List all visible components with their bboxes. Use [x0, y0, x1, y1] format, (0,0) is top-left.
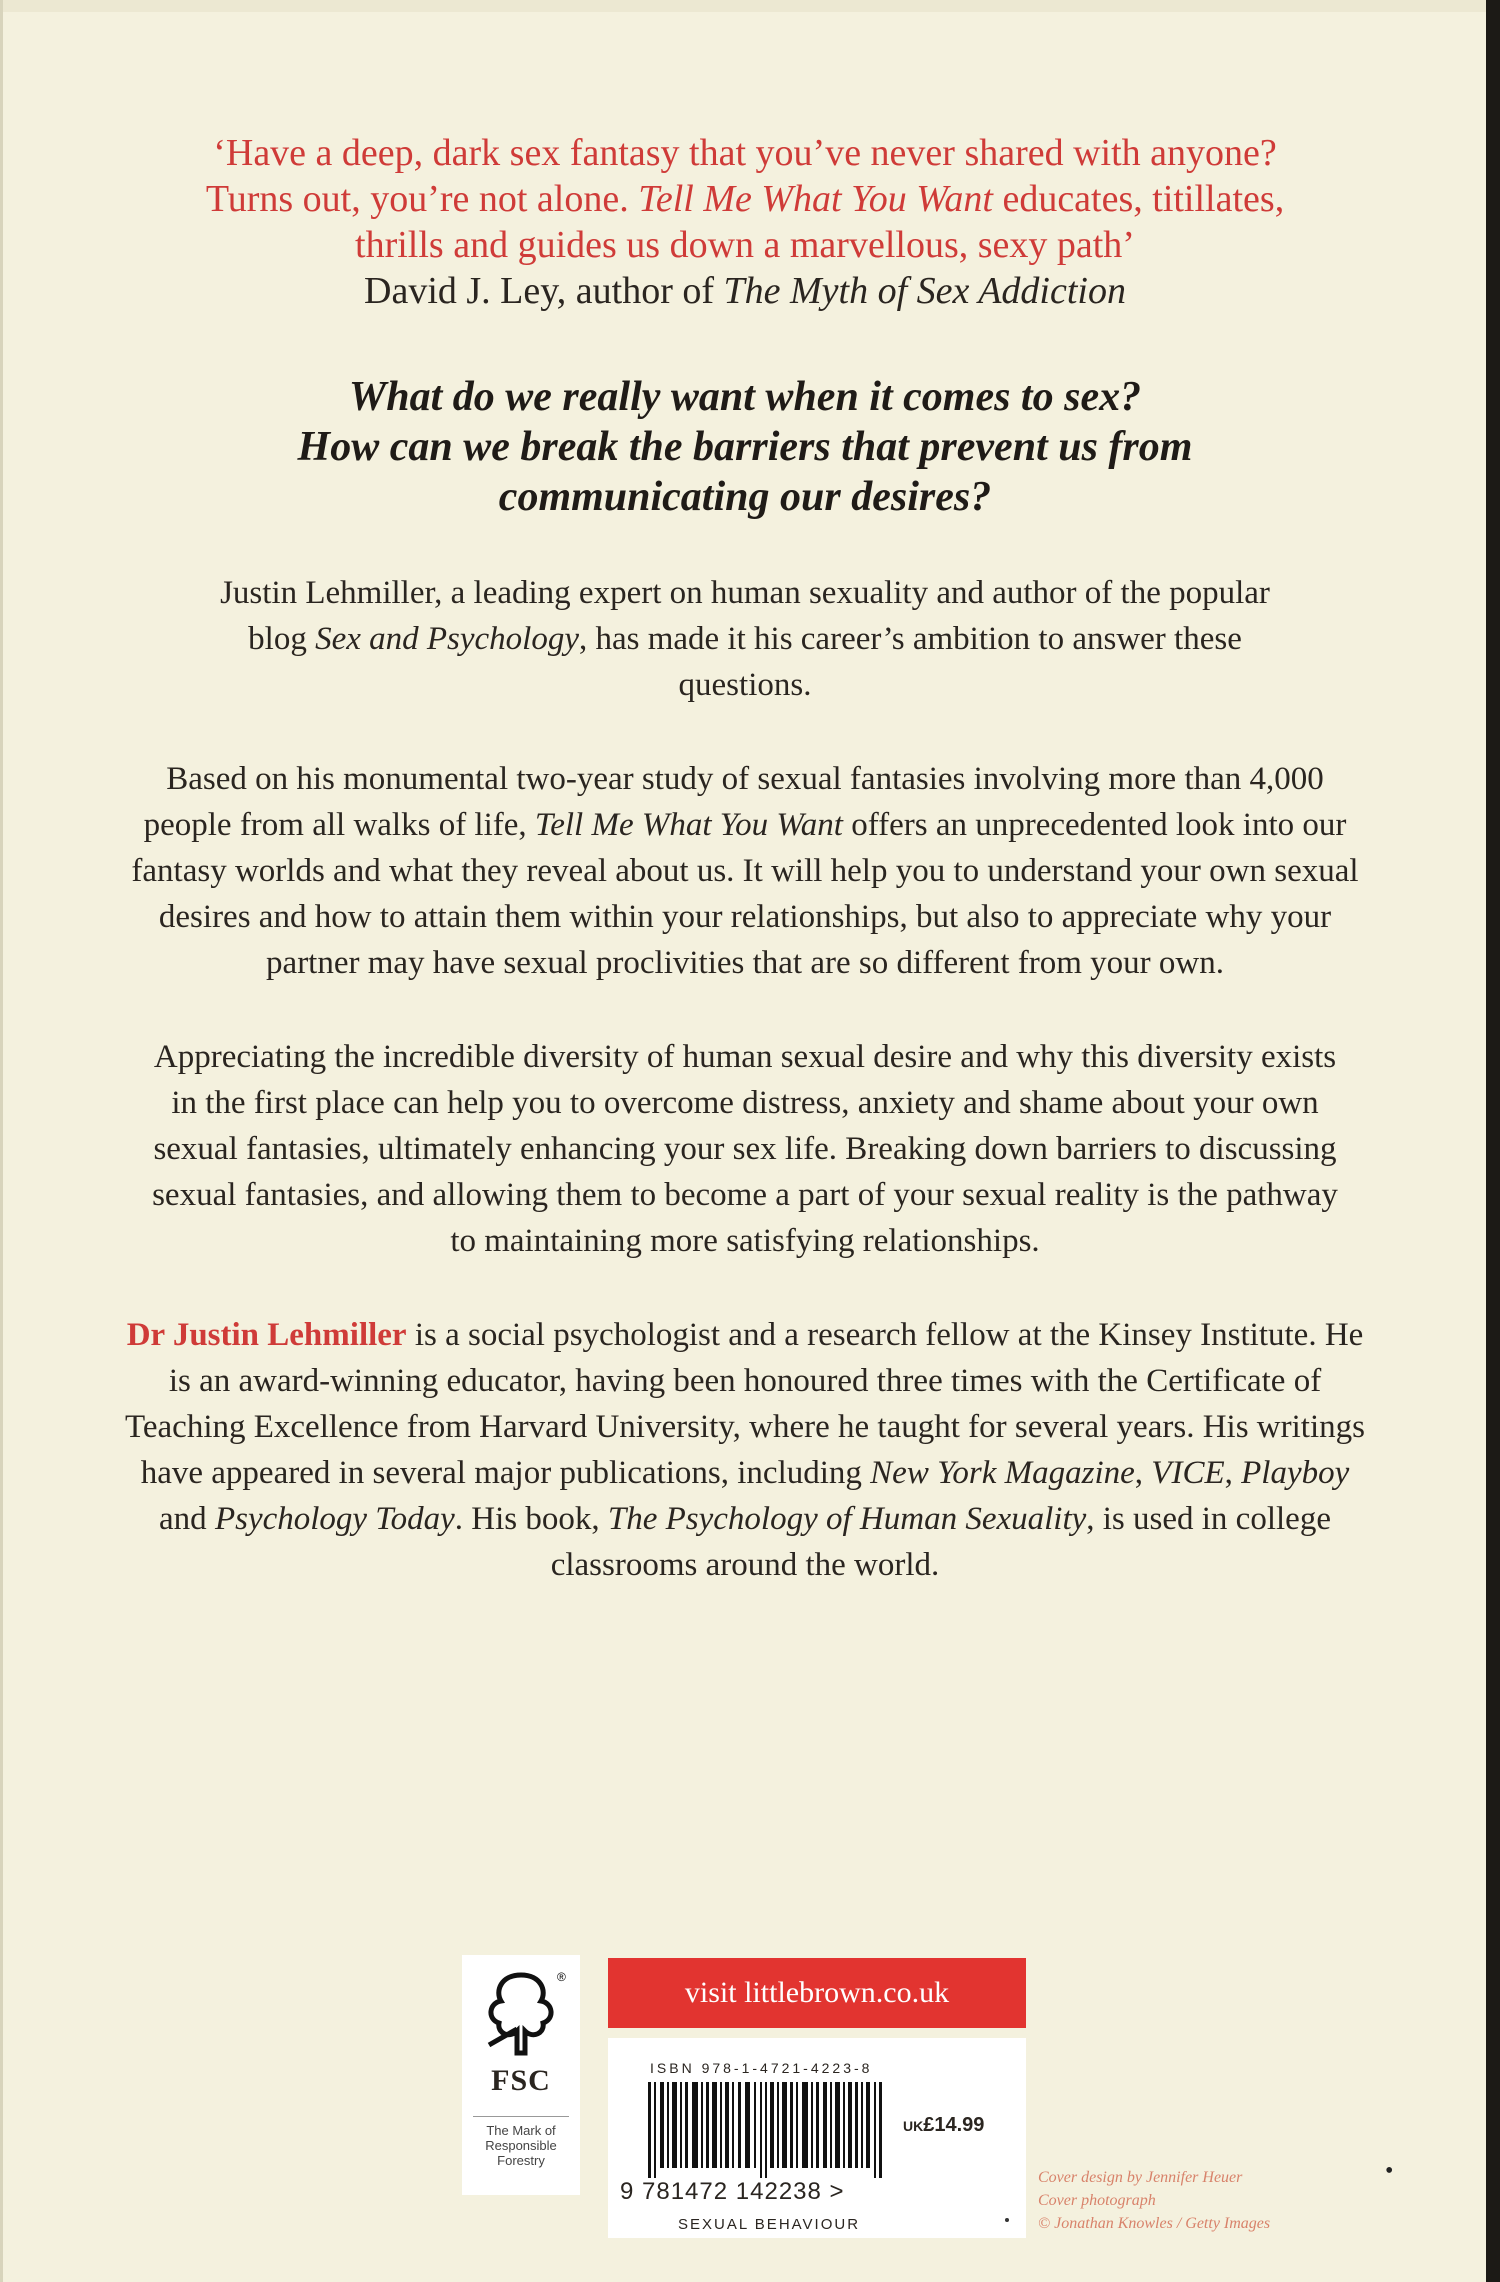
bio-text: . His book,	[454, 1501, 608, 1537]
fsc-label: FSC	[491, 2064, 551, 2097]
bio-separator: and	[159, 1501, 215, 1537]
study-text-end: offers an unprecedented look into our fantasy worlds and what they reveal about us. It will help you to understand your own sexual desires and how to attain them within your relationships, but also to appreciate why your partner may have sexual proclivities that are so different from your own.	[131, 807, 1359, 981]
quote-attribution	[120, 268, 1370, 314]
price-prefix: UK	[903, 2118, 924, 2134]
credit-design: Cover design by Jennifer Heuer	[1038, 2169, 1243, 2186]
intro-text-end: , has made it his career’s ambition to answer these questions.	[578, 621, 1242, 703]
bio-text: is a social psychologist and a research fellow at the Kinsey Institute. He is an award-winning educator, having been honoured three times with the Certificate of Teaching Excellence from Harvard University, where he taught for several years. His writings have appeared in several major publications, including	[125, 1317, 1365, 1491]
bio-text-end: , is used in college classrooms around the world.	[550, 1501, 1331, 1583]
cover-left-edge	[0, 0, 3, 2282]
quote-text: ‘Have a deep, dark sex fantasy that you’ve never shared with anyone? Turns out, you’re not alone.	[205, 132, 1277, 220]
author-bio	[120, 1312, 1370, 1588]
headline	[120, 372, 1370, 522]
barcode-digits	[620, 2178, 845, 2206]
subject-category: SEXUAL BEHAVIOUR	[678, 2216, 861, 2233]
endorsement-quote	[170, 130, 1320, 268]
diversity-paragraph: Appreciating the incredible diversity of human sexual desire and why this diversity exists in the first place can help you to overcome distress, anxiety and shame about your own sexual fantasies, ultimately enhancing your sex life. Breaking down barriers to discussing sexual fantasies, and allowing them to become a part of your sexual reality is the pathway to maintaining more satisfying relationships.	[152, 1039, 1338, 1259]
cover-credits	[1038, 2166, 1358, 2235]
chevron-right-icon: >	[821, 2178, 845, 2205]
publication-name: Playboy	[1241, 1455, 1350, 1491]
barcode-panel	[608, 2038, 1026, 2238]
study-paragraph	[120, 756, 1370, 986]
price-value: £14.99	[923, 2114, 985, 2136]
attribution-author: David J. Ley, author of	[364, 270, 724, 312]
credit-photo-label: Cover photograph	[1038, 2192, 1156, 2209]
publication-name: New York Magazine	[870, 1455, 1135, 1491]
credit-photo-owner: © Jonathan Knowles / Getty Images	[1038, 2215, 1271, 2232]
fsc-tagline: The Mark of Responsible Forestry	[473, 2116, 569, 2168]
author-name: Dr Justin Lehmiller	[126, 1317, 407, 1353]
cover-spine-edge	[1486, 0, 1500, 2282]
quote-text-end: educates, titillates, thrills and guides us down a marvellous, sexy path’	[355, 178, 1285, 266]
publisher-website-link[interactable]: visit littlebrown.co.uk	[608, 1958, 1026, 2028]
study-book-title: Tell Me What You Want	[534, 807, 843, 843]
ean-number: 9 781472 142238	[620, 2178, 822, 2205]
study-text: Based on his monumental two-year study of sexual fantasies involving more than 4,000 people from all walks of life,	[143, 761, 1324, 843]
bullet-icon: •	[1385, 2158, 1394, 2184]
blog-title: Sex and Psychology	[315, 621, 579, 657]
isbn-text: ISBN 978-1-4721-4223-8	[650, 2060, 873, 2076]
headline-line-2: How can we break the barriers that prevent us from	[297, 424, 1193, 470]
headline-line-3: communicating our desires?	[498, 474, 992, 520]
quote-book-title: Tell Me What You Want	[638, 178, 993, 220]
fsc-tree-icon	[462, 1967, 580, 2064]
dust-speck	[1005, 2218, 1009, 2222]
publication-name: Psychology Today	[214, 1501, 455, 1537]
intro-paragraph	[120, 570, 1370, 708]
intro-text: Justin Lehmiller, a leading expert on human sexuality and author of the popular blog	[220, 575, 1270, 657]
author-book-title: The Psychology of Human Sexuality	[607, 1501, 1087, 1537]
back-cover-text	[120, 130, 1370, 1588]
registered-mark: ®	[557, 1970, 566, 1984]
headline-line-1: What do we really want when it comes to sex?	[348, 374, 1142, 420]
barcode-icon	[648, 2082, 888, 2178]
bio-separator: ,	[1224, 1455, 1242, 1491]
price-label	[903, 2114, 984, 2137]
attribution-book-title: The Myth of Sex Addiction	[723, 270, 1126, 312]
publication-name: VICE	[1151, 1455, 1225, 1491]
fsc-logo-block	[462, 1955, 580, 2195]
cover-top-edge	[0, 0, 1500, 12]
bio-separator: ,	[1134, 1455, 1152, 1491]
